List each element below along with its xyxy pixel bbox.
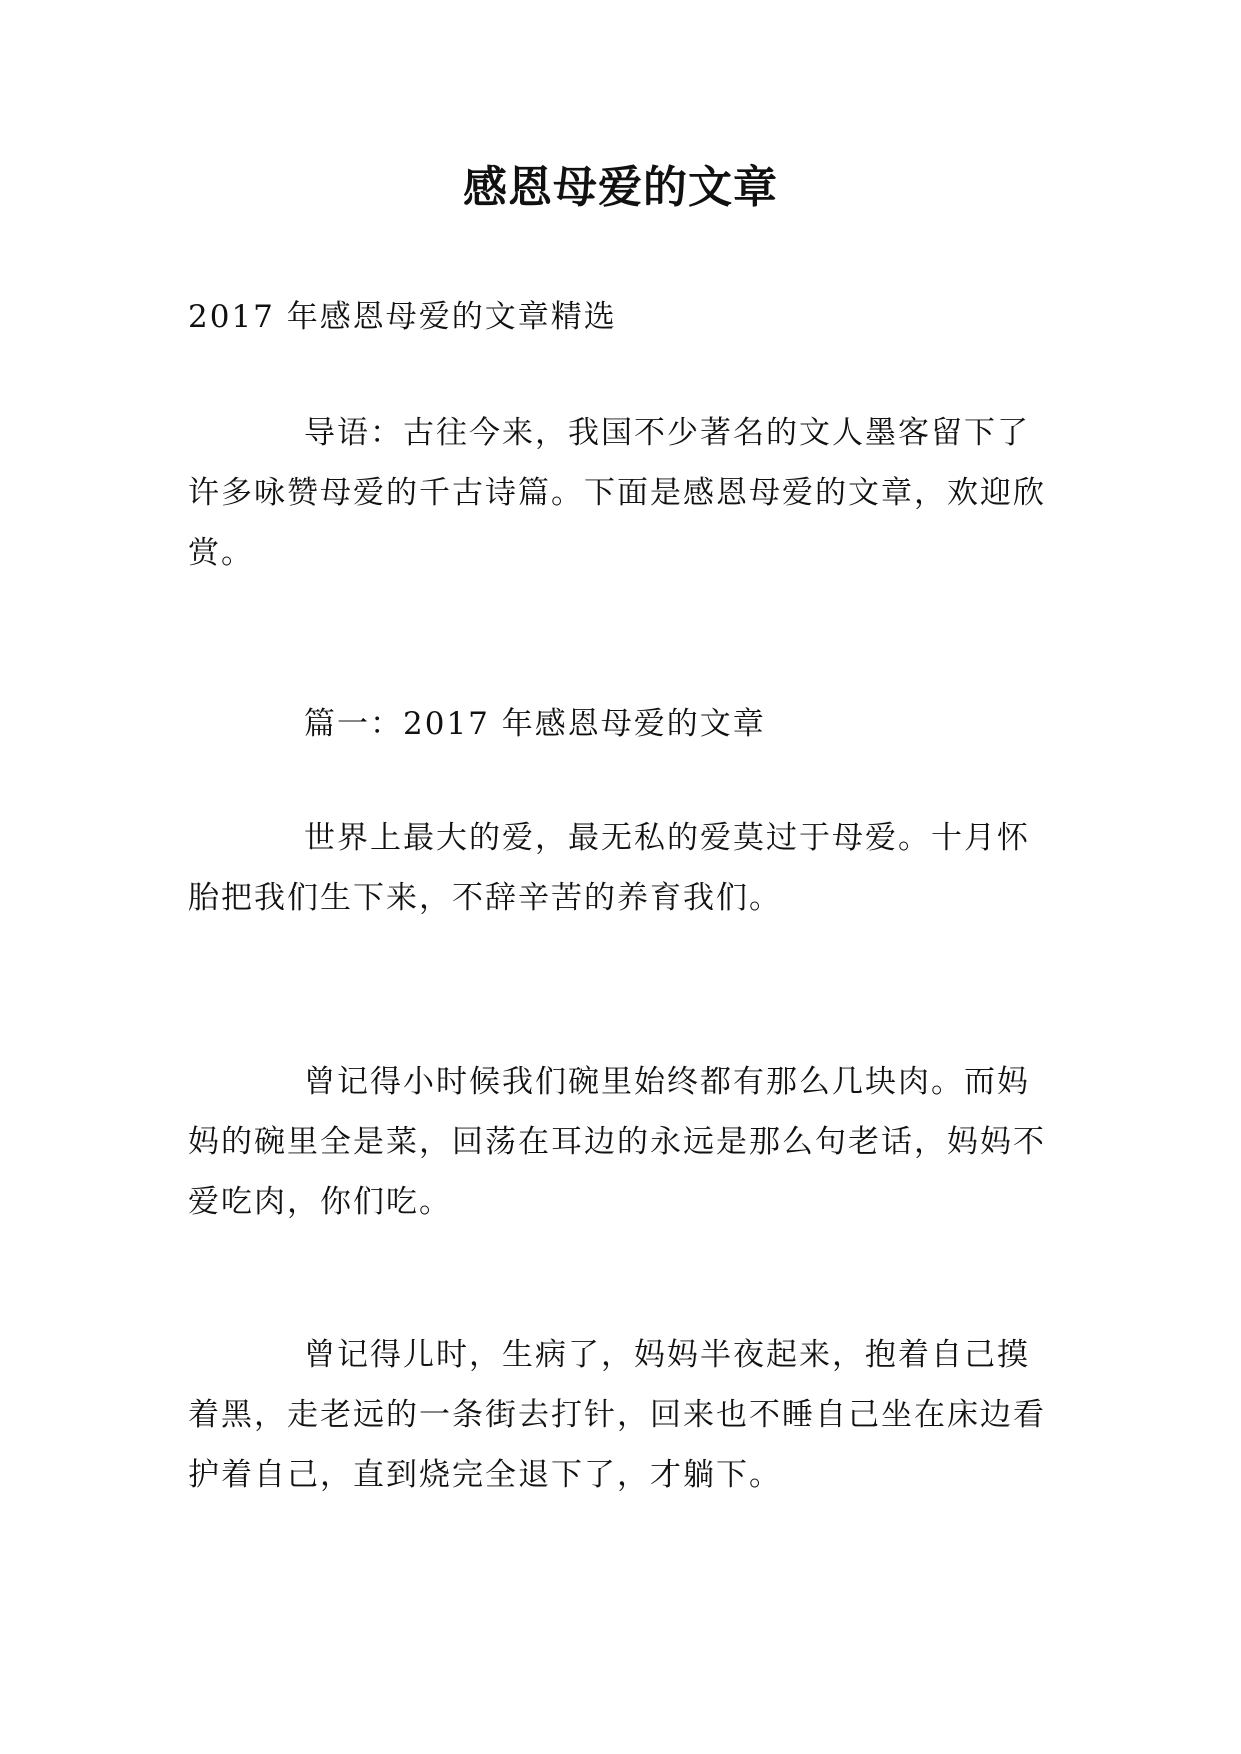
body-paragraph-3: 曾记得儿时，生病了，妈妈半夜起来，抱着自己摸着黑，走老远的一条街去打针，回来也不睡自己坐在床边看护着自己，直到烧完全退下了，才躺下。 [188,1337,1046,1493]
section-heading: 篇一：2017 年感恩母爱的文章 [304,706,766,742]
document-title: 感恩母爱的文章 [463,162,778,213]
body-paragraph-1: 世界上最大的爱，最无私的爱莫过于母爱。十月怀胎把我们生下来，不辞辛苦的养育我们。 [188,820,1030,916]
body-paragraph-2: 曾记得小时候我们碗里始终都有那么几块肉。而妈妈的碗里全是菜，回荡在耳边的永远是那么句老话，妈妈不爱吃肉，你们吃。 [188,1064,1046,1220]
document-subtitle: 2017 年感恩母爱的文章精选 [188,299,617,335]
intro-paragraph: 导语：古往今来，我国不少著名的文人墨客留下了许多咏赞母爱的千古诗篇。下面是感恩母爱的文章，欢迎欣赏。 [188,415,1046,571]
